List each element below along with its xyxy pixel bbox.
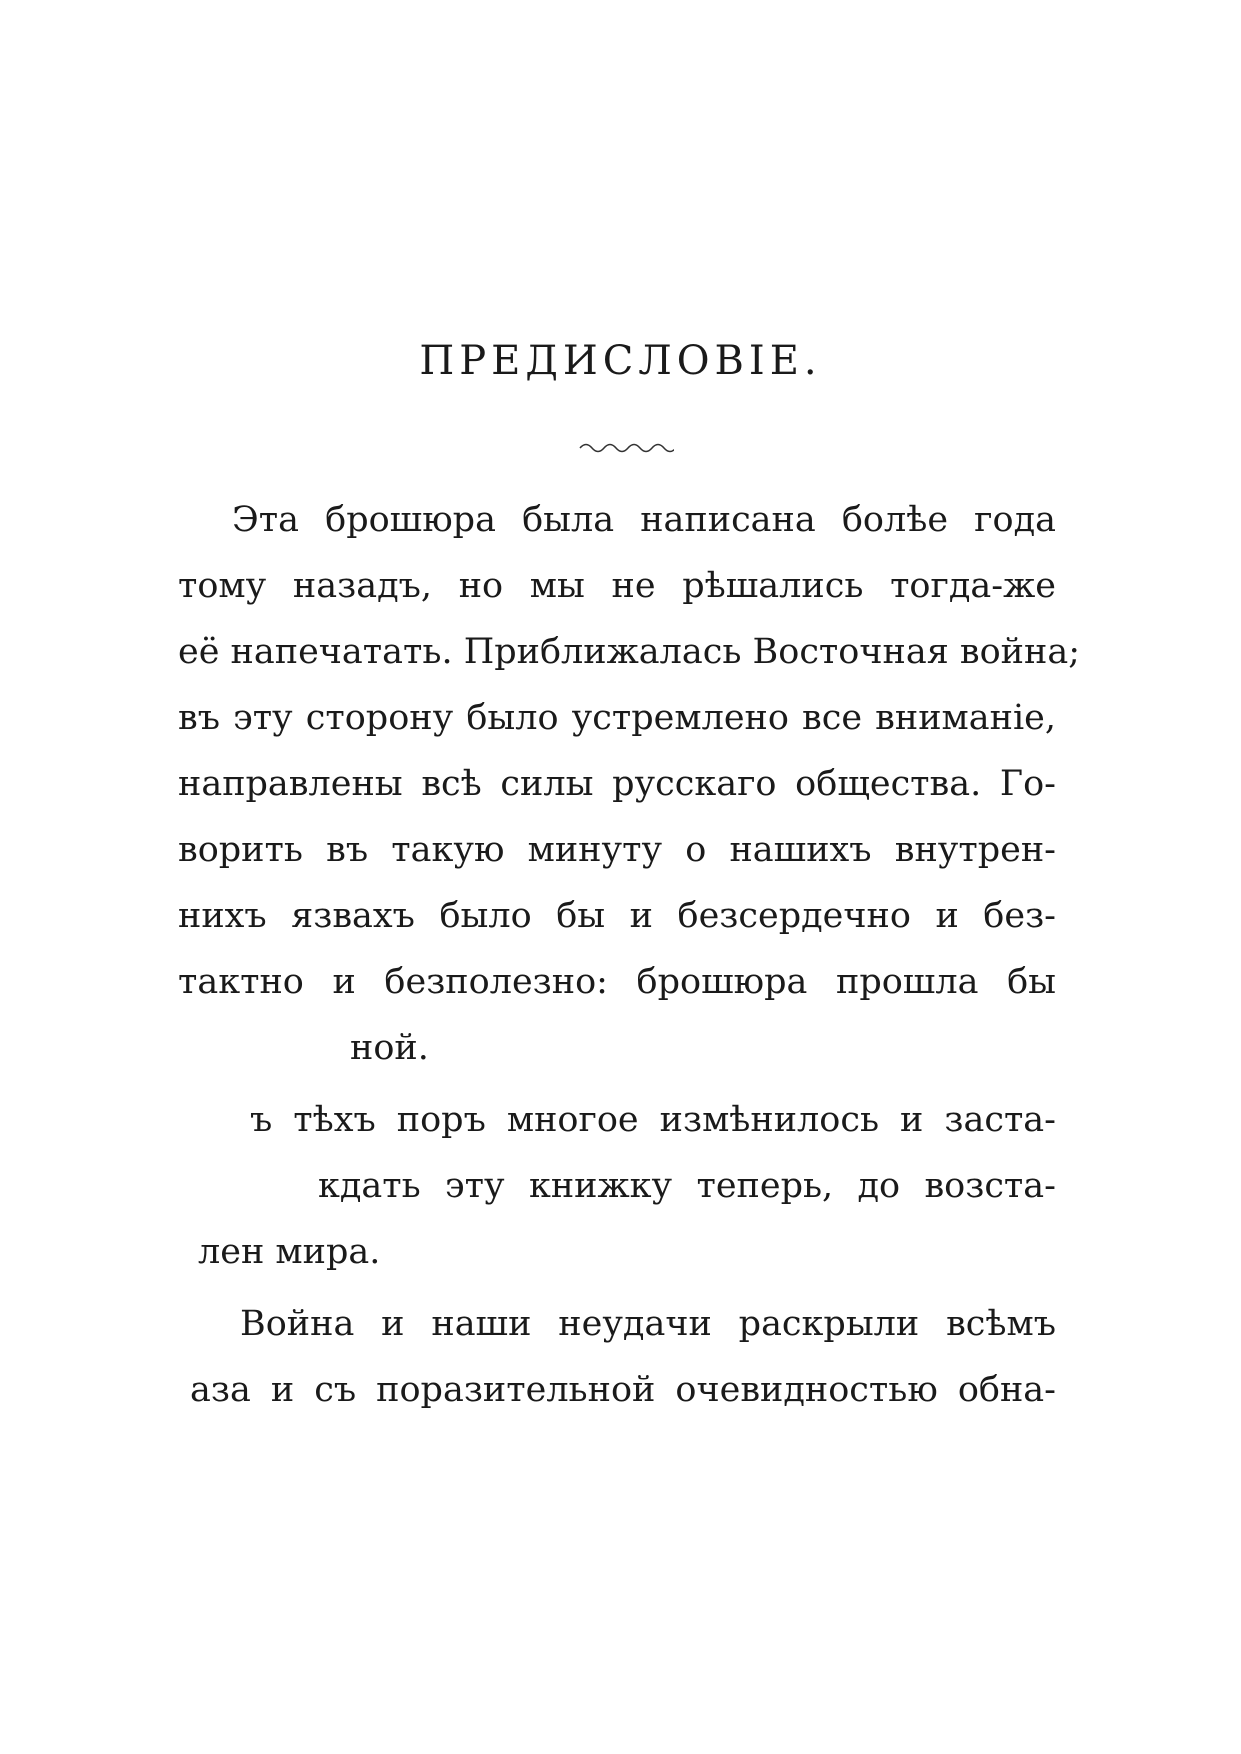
text-line-3: её напечатать. Приближалась Восточная война;	[178, 632, 1080, 672]
text-line-9: ной.	[350, 1028, 429, 1068]
wavy-ornament	[578, 440, 674, 456]
text-line-12: лен мира.	[198, 1232, 381, 1272]
text-line-6: ворить въ такую минуту о нашихъ внутрен-	[178, 830, 1056, 870]
text-line-2: тому назадъ, но мы не рѣшались тогда-же	[178, 566, 1056, 606]
text-line-10: ъ тѣхъ поръ многое измѣнилось и заста-	[250, 1100, 1056, 1140]
text-line-5: направлены всѣ силы русскаго общества. Го-	[178, 764, 1056, 804]
text-line-7: нихъ язвахъ было бы и безсердечно и без-	[178, 896, 1056, 936]
text-line-14: аза и съ поразительной очевидностью обна-	[190, 1370, 1056, 1410]
text-line-8: тактно и безполезно: брошюра прошла бы	[178, 962, 1056, 1002]
text-line-4: въ эту сторону было устремлено все вниманіе,	[178, 698, 1056, 738]
text-line-1: Эта брошюра была написана болѣе года	[232, 500, 1056, 540]
text-line-13: Война и наши неудачи раскрыли всѣмъ	[240, 1304, 1056, 1344]
page-title: ПРЕДИСЛОВІЕ.	[419, 338, 822, 384]
text-line-11: кдать эту книжку теперь, до возста-	[318, 1166, 1056, 1206]
